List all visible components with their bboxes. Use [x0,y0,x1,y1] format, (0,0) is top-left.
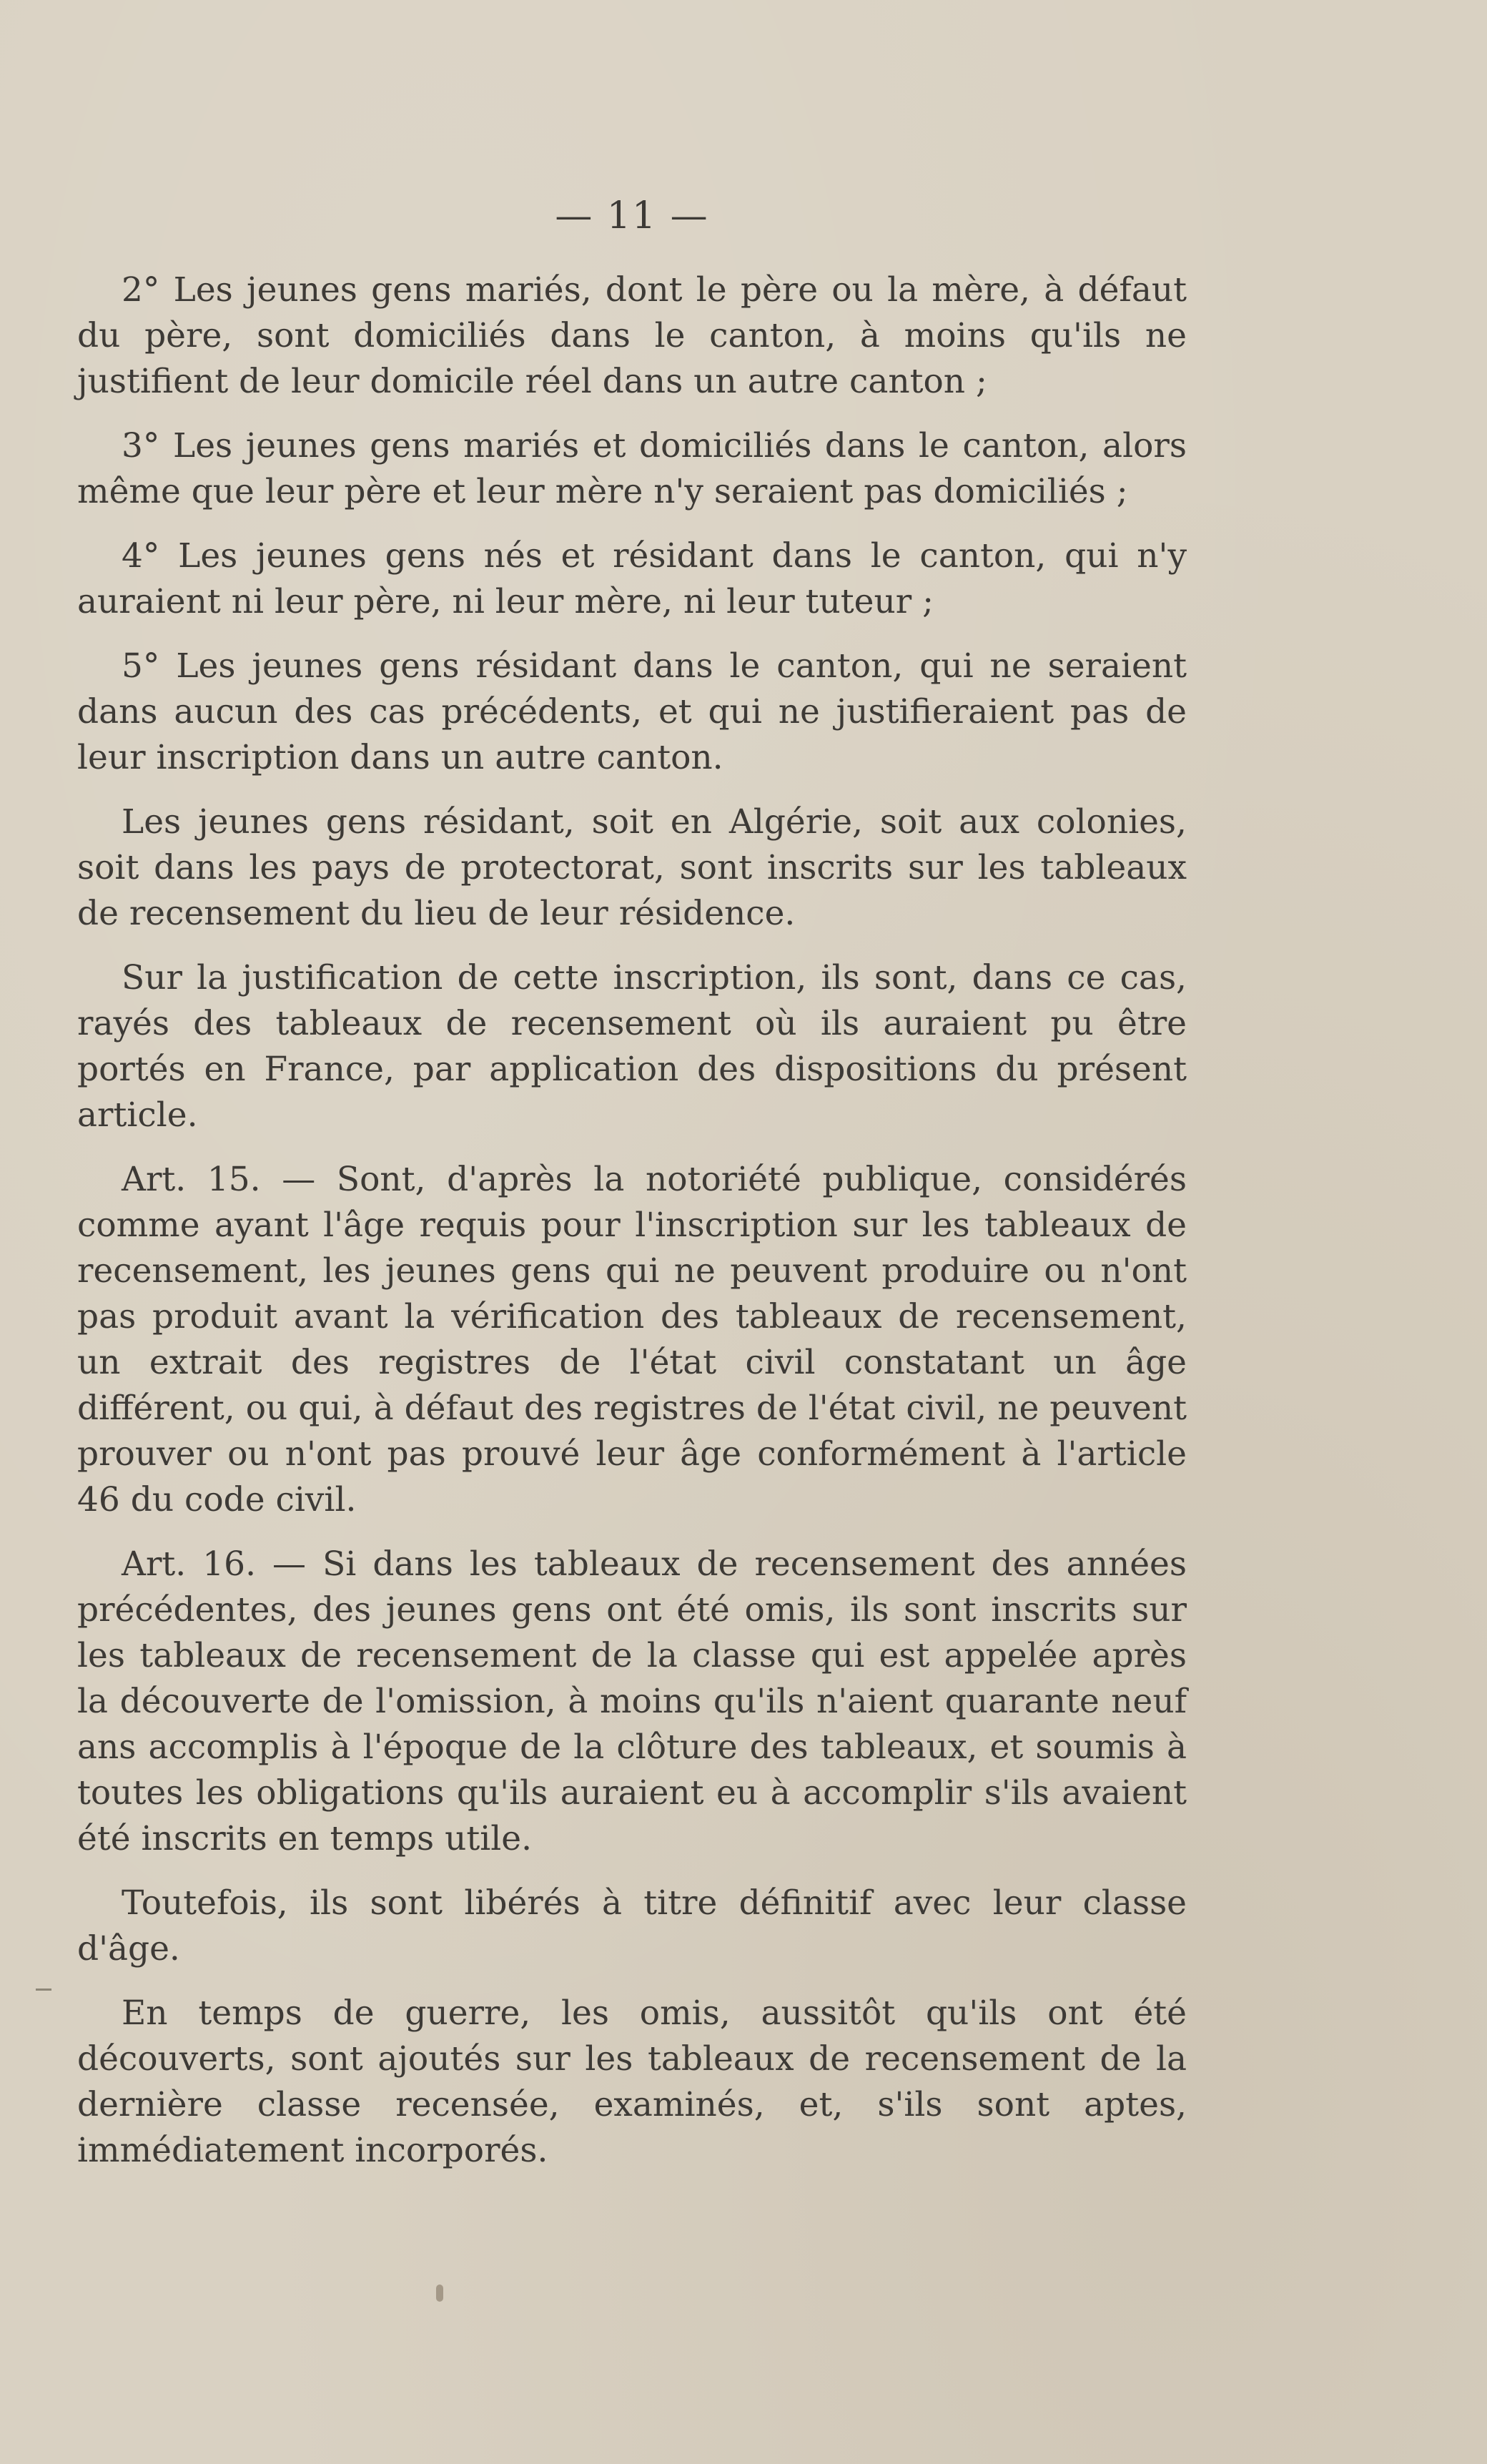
paragraph-justification: Sur la justification de cette inscription, ils sont, dans ce cas, rayés des tableaux de recensement où ils auraient pu être portés en France, par application des dispositions du présent article. [77,958,1187,1135]
paragraph-3-married-domiciled: 3° Les jeunes gens mariés et domiciliés dans le canton, alors même que leur père et leur mère n'y seraient pas domiciliés ; [77,426,1187,511]
paragraph-5-resident: 5° Les jeunes gens résidant dans le canton, qui ne seraient dans aucun des cas précédents, et qui ne justifieraient pas de leur inscription dans un autre canton. [77,646,1187,777]
ink-spot [436,2285,443,2302]
page-number: — 11 — [555,194,709,237]
paragraph-toutefois: Toutefois, ils sont libérés à titre définitif avec leur classe d'âge. [77,1883,1187,1968]
paragraph-temps-de-guerre: En temps de guerre, les omis, aussitôt qu'ils ont été découverts, sont ajoutés sur les tableaux de recensement de la dernière classe recensée, examinés, et, s'ils sont aptes, immédiatement incorporés. [77,1994,1187,2170]
paragraph-article-15: Art. 15. — Sont, d'après la notoriété publique, considérés comme ayant l'âge requis pour l'inscription sur les tableaux de recensement, les jeunes gens qui ne peuvent produire ou n'ont pas produit avant la vérification des tableaux de recensement, un extrait des registres de l'état civil constatant un âge différent, ou qui, à défaut des registres de l'état civil, ne peuvent prouver ou n'ont pas prouvé leur âge conformément à l'article 46 du code civil. [77,1160,1187,1519]
paragraph-2-married-parents-domiciled: 2° Les jeunes gens mariés, dont le père ou la mère, à défaut du père, sont domiciliés dans le canton, à moins qu'ils ne justifient de leur domicile réel dans un autre canton ; [77,270,1187,401]
paragraph-algeria-colonies: Les jeunes gens résidant, soit en Algérie, soit aux colonies, soit dans les pays de protectorat, sont inscrits sur les tableaux de recensement du lieu de leur résidence. [77,802,1187,933]
paragraph-article-16: Art. 16. — Si dans les tableaux de recensement des années précédentes, des jeunes gens ont été omis, ils sont inscrits sur les tableaux de recensement de la classe qui est appelée après la découverte de l'omission, à moins qu'ils n'aient quarante neuf ans accomplis à l'époque de la clôture des tableaux, et soumis à toutes les obligations qu'ils auraient eu à accomplir s'ils avaient été inscrits en temps utile. [77,1544,1187,1858]
paragraph-4-born-resident: 4° Les jeunes gens nés et résidant dans le canton, qui n'y auraient ni leur père, ni leur mère, ni leur tuteur ; [77,536,1187,621]
body-text [77,193,1187,2192]
margin-mark [36,1989,51,1991]
